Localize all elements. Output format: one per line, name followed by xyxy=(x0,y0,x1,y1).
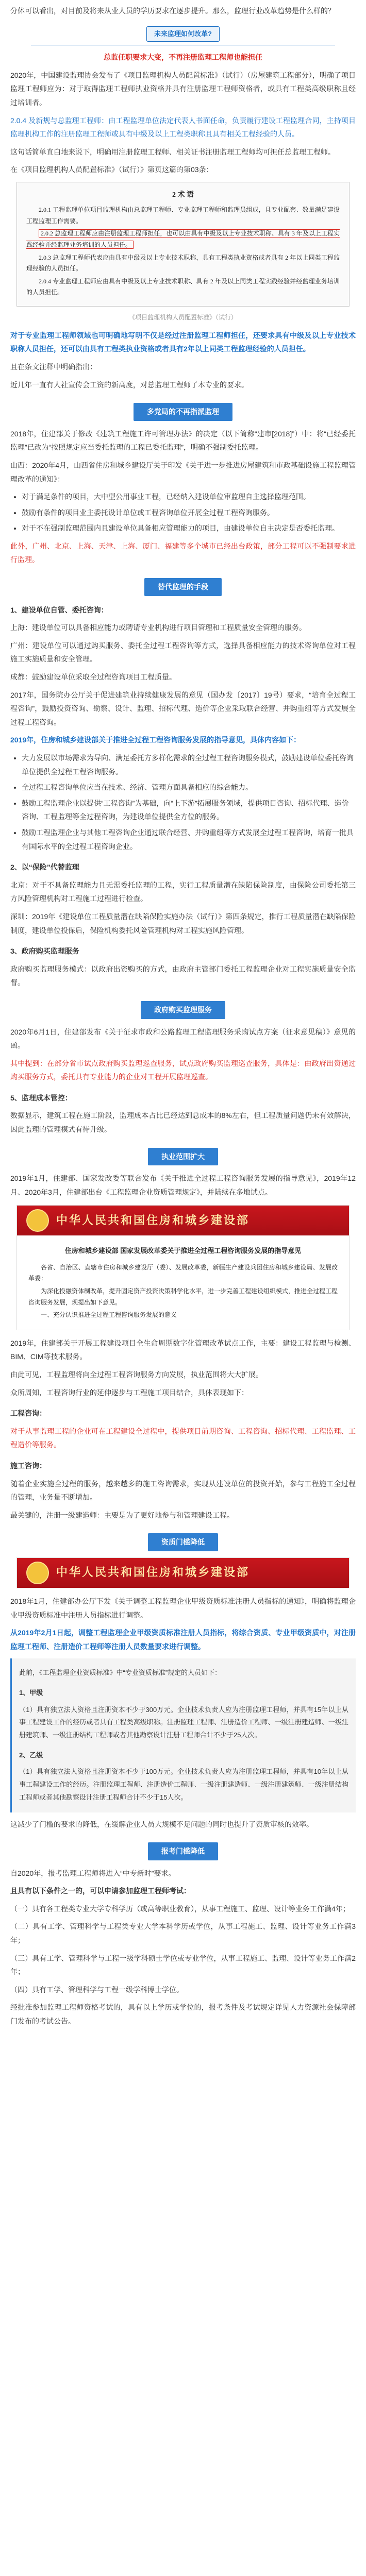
paragraph: （1）具有独立法人资格且注册资本不少于100万元。企业技术负责人应为注册监理工程师，并具有10年以上从事工程建设工作的经历。注册监理工程师、注册造价工程师、一级注册建造师、一级注册建筑师、一级注册结构工程师或者其他勘察设计注册工程师合计不少于15人次。 xyxy=(19,1768,348,1801)
paragraph: 2018年1月，住建部办公厅下发《关于调整工程监理企业甲级资质标准注册人员指标的通知》，明确将监理企业甲级资质标准中注册人员指标进行调整。 xyxy=(10,1597,356,1619)
paragraph: 最关键的，注册一级建造师：主要是为了更好地参与和管理建设工程。 xyxy=(10,1511,234,1519)
paragraph: 2019年，住建部关于开展工程建设项目全生命周期数字化管理改革试点工作，主要：建设工程监理与检测、BIM、CIM等技术服务。 xyxy=(10,1338,356,1361)
bullet-list xyxy=(10,490,356,535)
excerpt-line: 2.0.1 工程监理单位项目监理机构由总监理工程师、专业监理工程师和监理员组成，且专业配套、数量满足建设工程监理工作需要。 xyxy=(26,206,340,225)
section-title: 多党局的不再指派监理 xyxy=(134,403,232,421)
list-item: （四）具有工学、管理科学与工程一级学科博士学位。 xyxy=(10,1985,184,1994)
paragraph-definition: 2.0.4 及新规与总监理工程师：由工程监理单位法定代表人书面任命，负责履行建设工程监理合同，主持项目监理机构工作的注册监理工程师或具有中级及以上工程类职称且具有相关工程经验的人员。 xyxy=(10,116,356,139)
question-heading xyxy=(10,26,356,42)
paragraph: 政府购买监理服务模式：以政府出资购买的方式，由政府主管部门委托工程监理企业对工程实施质量安全监督。 xyxy=(10,964,356,987)
paragraph: 此外，广州、北京、上海、天津、上海、厦门、福建等多个城市已经出台政策，部分工程可以不强制要求进行监理。 xyxy=(10,541,356,564)
section-title: 资质门槛降低 xyxy=(148,1533,218,1551)
notice-title: 住房和城乡建设部 国家发展改革委关于推进全过程工程咨询服务发展的指导意见 xyxy=(64,1247,302,1255)
bullet-item: • 全过程工程咨询单位应当在技术、经济、管理方面具备相应的综合能力。 xyxy=(22,781,356,794)
section-title: 替代监理的手段 xyxy=(144,578,222,596)
paragraph: 北京：对于不具备监理能力且无需委托监理的工程，实行工程质量潜在缺陷保险制度，由保险公司委托第三方风险管理机构对工程施工过程进行检查。 xyxy=(10,880,356,903)
section-title: 报考门槛降低 xyxy=(148,1842,218,1860)
ministry-banner xyxy=(17,1558,349,1588)
excerpt-title: 2 术 语 xyxy=(172,191,194,199)
banner-title: 中华人民共和国住房和城乡建设部 xyxy=(56,1213,250,1227)
bullet-item: • 鼓励工程监理企业以提供“工程咨询”为基础，向“上下游”拓展服务领域，提供项目咨询、招标代理、造价咨询、工程监理等全过程咨询，为建设单位提供全方位的服务。 xyxy=(22,796,356,824)
section-heading xyxy=(10,1148,356,1166)
bullet-item: • 大力发展以市场需求为导向、满足委托方多样化需求的全过程工程咨询服务模式，鼓励建设单位委托咨询单位提供全过程工程咨询服务。 xyxy=(22,751,356,778)
paragraph: 在《项目监理机构人员配置标准》（试行）》第页这篇的第03条： xyxy=(10,165,213,174)
list-item: （二）具有工学、管理科学与工程类专业大学本科学历或学位，从事工程施工、监理、设计等业务工作满3年； xyxy=(10,1922,356,1945)
sub-heading: 2、乙级 xyxy=(19,1751,43,1759)
paragraph: 众所周知，工程咨询行业的延伸逐步与工程施工项目结合，具体表现如下： xyxy=(10,1388,248,1397)
notice-line: 一、充分认识推进全过程工程咨询服务发展的意义 xyxy=(41,1311,177,1319)
notice-line: 为深化投融资体制改革，提升固定资产投资决策科学化水平，进一步完善工程建设组织模式，推进全过程工程咨询服务发展，现提出如下意见。 xyxy=(28,1287,338,1306)
national-emblem-icon xyxy=(26,1562,49,1584)
bullet-item: • 对于满足条件的项目，大中型公用事业工程，已经纳入建设单位审监理自主选择监理范围。 xyxy=(22,490,356,504)
marked-text: 2.0.2 总监理工程师应由注册监理工程师担任，也可以由具有中级及以上专业技术职称、具有 3 年及以上工程实践经验并经监理业务培训的人员担任。 xyxy=(26,230,340,248)
notice-body xyxy=(17,1235,349,1329)
ministry-banner xyxy=(17,1206,349,1235)
paragraph: 随着企业实施全过程的服务，越来越多的施工咨询需求，实现从建设单位的投资开始，参与工程施工全过程的管理，业务量不断增加。 xyxy=(10,1479,356,1502)
sub-heading: 3、政府购买监理服务 xyxy=(10,947,79,956)
paragraph: 深圳：2019年《建设单位工程质量潜在缺陷保险实施办法（试行）》第四条规定，推行工程质量潜在缺陷保险制度，建设单位投保后，保险机构委托风险管理机构对工程实施风险管理。 xyxy=(10,912,356,935)
article xyxy=(10,0,356,2048)
sub-heading: 2、以“保险”代替监理 xyxy=(10,863,79,872)
section-heading xyxy=(10,403,356,421)
section-heading xyxy=(10,578,356,596)
sub-heading: 工程咨询： xyxy=(10,1409,46,1418)
quote-intro: 此前，《工程监理企业资质标准》中“专业资质标准”规定的人员如下： xyxy=(19,1669,222,1677)
excerpt-caption: 《项目监理机构人员配置标准》（试行） xyxy=(128,313,237,321)
paragraph: 对于专业监理工程师领域也可明确地写明不仅是经过注册监理工程师担任，还要求具有中级及以上专业技术职称人员担任，还可以由具有工程类执业资格或者具有2年以上同类工程监理经验的人员担任。 xyxy=(10,331,356,353)
national-emblem-icon xyxy=(26,1209,49,1232)
intro-paragraph: 分体可以看出，对目前及将来从业人员的学历要求在逐步提升。那么，监理行业改革趋势是什么样的？ xyxy=(10,7,335,15)
quoted-standard xyxy=(10,1658,356,1812)
excerpt-line: 2.0.4 专业监理工程师应由具有中级及以上专业技术职称、具有 2 年及以上同类工程实践经验并经监理业务培训的人员担任。 xyxy=(26,277,340,296)
excerpt-line: 2.0.3 总监理工程师代表应由具有中级及以上专业技术职称，具有工程类执业资格或者具有 2 年以上同类工程监理经验的人员担任。 xyxy=(26,253,340,273)
list-item: （三）具有工学、管理科学与工程一级学科硕士学位或专业学位，从事工程施工、监理、设计等业务工作满2年； xyxy=(10,1954,356,1976)
standard-excerpt xyxy=(16,182,350,307)
section-title: 执业范围扩大 xyxy=(148,1148,218,1166)
paragraph: 成都：鼓励建设单位采取全过程咨询项目工程质量。 xyxy=(10,673,176,682)
paragraph: 2018年，住建部关于修改《建筑工程施工许可管理办法》的决定（以下简称“建市[2018]”）中：将“已经委托监理”已改为“按照规定应当委托监理的工程已委托监理”，明确不强制委托监理。 xyxy=(10,429,356,452)
paragraph: 且具有以下条件之一的，可以申请参加监理工程师考试： xyxy=(10,1887,191,1895)
bullet-list xyxy=(10,751,356,853)
section-heading xyxy=(10,1001,356,1019)
paragraph: 其中提到：在部分省市试点政府购买监理巡查服务，试点政府购买监理巡查服务，具体是：由政府出资通过购买服务方式，委托具有专业能力的企业对工程开展监理巡查。 xyxy=(10,1059,356,1081)
bullet-item: • 鼓励有条件的项目业主委托设计单位或工程咨询单位开展全过程工程咨询服务。 xyxy=(22,506,356,520)
bullet-item: • 鼓励工程监理企业与其他工程咨询企业通过联合经营、并购重组等方式发展全过程工程咨询，培育一批具有国际水平的全过程工程咨询企业。 xyxy=(22,826,356,853)
paragraph: 广州：建设单位可以通过购买服务、委托全过程工程咨询等方式，选择具备相应能力的技术咨询单位对工程施工实施质量和安全管理。 xyxy=(10,641,356,664)
intro-section xyxy=(10,4,356,18)
paragraph: 近几年一直有人社宣传会工资的新高度，对总监理工程师了本专业的要求。 xyxy=(10,380,248,389)
paragraph: 经批准参加监理工程师资格考试的，具有以上学历或学位的，报考条件及考试规定详见人力资源社会保障部门发布的考试公告。 xyxy=(10,2003,356,2026)
section-heading xyxy=(10,1842,356,1860)
paragraph: 2020年，中国建设监理协会发布了《项目监理机构人员配置标准》（试行）（房屋建筑工程部分），明确了项目监理工程师应为：对于取得监理工程师执业资格并具有注册监理工程师资格者，或具有工程类高级职称且经过培训者。 xyxy=(10,71,356,107)
paragraph: 且在条文注释中明确指出： xyxy=(10,362,97,371)
paragraph: 2020年6月1日，住建部发布《关于征求市政和公路监理工程监理服务采购试点方案（征求意见稿）》意见的函。 xyxy=(10,1027,356,1050)
sub-heading: 1、甲级 xyxy=(19,1689,43,1697)
sub-heading: 1、建设单位自管、委托咨询： xyxy=(10,605,108,614)
bullet-item: • 对于不在强制监理范围内且建设单位具备相应管理能力的项目，由建设单位自主决定是否委托监理。 xyxy=(22,521,356,535)
highlight-line: 总监任职要求大变，不再注册监理工程师也能担任 xyxy=(104,53,262,62)
sub-heading: 施工咨询： xyxy=(10,1461,46,1470)
paragraph: 由此可见，工程监理将向全过程工程咨询服务方向发展，执业范围将大大扩展。 xyxy=(10,1370,263,1379)
paragraph: 山西：2020年4月，山西省住房和城乡建设厅关于印发《关于进一步推进房屋建筑和市政基础设施工程监理管理改革的通知》： xyxy=(10,461,356,483)
section-heading xyxy=(10,1533,356,1551)
ministry-screenshot xyxy=(16,1557,350,1588)
notice-line: 各省、自治区、直辖市住房和城乡建设厅（委）、发展改革委，新疆生产建设兵团住房和城乡建设局、发展改革委： xyxy=(28,1263,338,1282)
paragraph: 这句话简单直白地来说下，明确用注册监理工程师、相关证书注册监理工程师均可担任总监理工程师。 xyxy=(10,147,335,156)
ministry-screenshot xyxy=(16,1205,350,1330)
question-pill: 未来监理如何改革? xyxy=(146,26,220,42)
paragraph: 2017年，国务院办公厅关于促进建筑业持续健康发展的意见（国办发〔2017〕19号）要求，“培育全过程工程咨询”，鼓励投资咨询、勘察、设计、监理、招标代理、造价等企业采取联合经营、并购重组等方式发展全过程工程咨询。 xyxy=(10,690,356,726)
paragraph: 这减少了门槛的要求的降低，在缓解企业人员大规模不足问题的同时也提升了资质审核的效率。 xyxy=(10,1820,313,1828)
paragraph: 对于从事监理工程的企业可在工程建设全过程中，提供项目前期咨询、工程咨询、招标代理、工程监理、工程造价等服务。 xyxy=(10,1427,356,1449)
banner-title: 中华人民共和国住房和城乡建设部 xyxy=(56,1566,250,1580)
paragraph: 2019年1月，住建部、国家发改委等联合发布《关于推进全过程工程咨询服务发展的指导意见》，2019年12月、2020年3月，住建部出台《工程监理企业资质管理规定》，并陆续在多地试点。 xyxy=(10,1174,356,1196)
paragraph: 从2019年2月1日起，调整工程监理企业甲级资质标准注册人员指标，将综合资质、专业甲级资质中，对注册监理工程师、注册造价工程师等注册人员数量要求进行调整。 xyxy=(10,1629,356,1651)
sub-heading: 5、监理成本管控： xyxy=(10,1093,72,1102)
paragraph: 上海：建设单位可以具备相应能力或聘请专业机构进行项目管理和工程质量安全管理的服务。 xyxy=(10,623,306,632)
paragraph: 数据显示，建筑工程在施工阶段，监理成本占比已经达到总成本的8%左右，但工程质量问题仍未有效解决，因此监理的管理模式有待升级。 xyxy=(10,1111,356,1134)
paragraph: 2019年，住房和城乡建设部关于推进全过程工程咨询服务发展的指导意见，具体内容如下： xyxy=(10,736,301,744)
list-item: （一）具有各工程类专业大学专科学历（或高等职业教育），从事工程施工、监理、设计等业务工作满4年； xyxy=(10,1904,350,1913)
section-title: 政府购买监理服务 xyxy=(141,1001,225,1019)
excerpt-line xyxy=(26,228,340,250)
paragraph: （1）具有独立法人资格且注册资本不少于300万元。企业技术负责人应为注册监理工程师，并具有15年以上从事工程建设工作的经历或者具有工程类高级职称。注册监理工程师、注册造价工程师、一级注册建造师、一级注册建筑师、一级注册结构工程师或者其他勘察设计注册工程师合计不少于25人次。 xyxy=(19,1705,348,1739)
paragraph: 自2020年，报考监理工程师将进入“中专新时”要求。 xyxy=(10,1869,176,1877)
